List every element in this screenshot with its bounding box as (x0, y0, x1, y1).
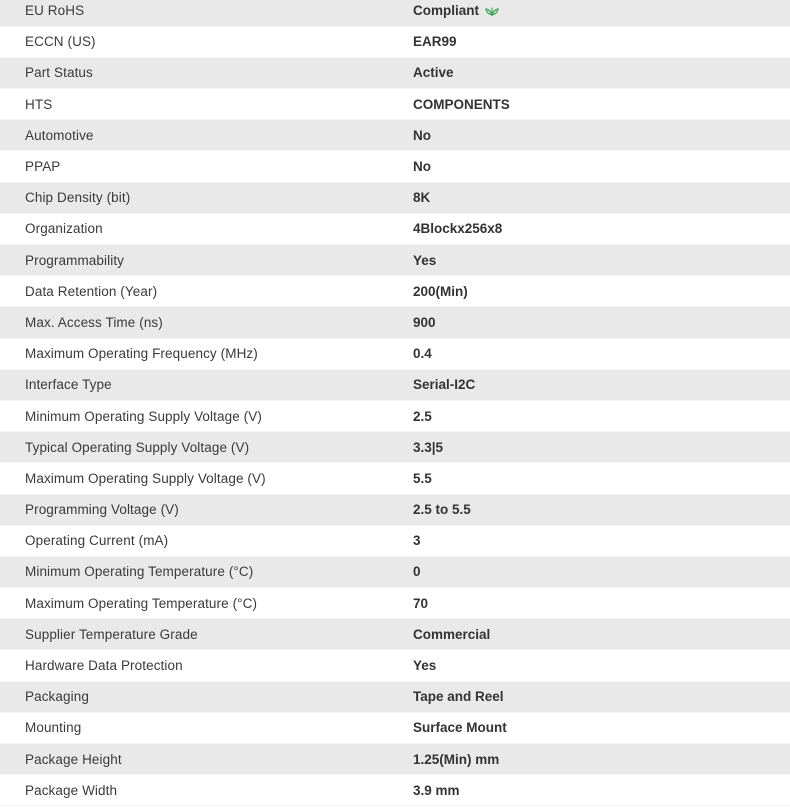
spec-value-cell (387, 775, 790, 806)
spec-value-cell (387, 151, 790, 182)
spec-value-cell (387, 276, 790, 307)
spec-row (0, 213, 790, 244)
spec-row (0, 182, 790, 213)
spec-row (0, 151, 790, 182)
spec-value-cell (387, 213, 790, 244)
spec-row (0, 120, 790, 151)
spec-value-cell (387, 494, 790, 525)
spec-label: Maximum Operating Supply Voltage (V) (0, 463, 387, 494)
spec-value-cell (387, 307, 790, 338)
spec-value: No (413, 127, 431, 143)
spec-label: Part Status (0, 57, 387, 88)
spec-label: Hardware Data Protection (0, 650, 387, 681)
spec-value: Surface Mount (413, 720, 507, 736)
spec-label: Packaging (0, 681, 387, 712)
spec-label: Interface Type (0, 369, 387, 400)
spec-value-cell (387, 712, 790, 743)
spec-row (0, 57, 790, 88)
spec-row (0, 432, 790, 463)
spec-value-cell (387, 588, 790, 619)
spec-value-cell (387, 556, 790, 587)
spec-label: Automotive (0, 120, 387, 151)
spec-value: 2.5 (413, 408, 432, 424)
spec-row (0, 712, 790, 743)
spec-value: 1.25(Min) mm (413, 751, 500, 767)
spec-value-cell (387, 0, 790, 26)
spec-value-cell (387, 681, 790, 712)
spec-value: 3 (413, 533, 421, 549)
spec-row (0, 744, 790, 775)
spec-value-cell (387, 400, 790, 431)
spec-row (0, 307, 790, 338)
spec-label: Organization (0, 213, 387, 244)
spec-value: Active (413, 65, 454, 81)
spec-value: 0 (413, 564, 421, 580)
spec-row (0, 588, 790, 619)
spec-row (0, 619, 790, 650)
spec-row (0, 494, 790, 525)
spec-label: Operating Current (mA) (0, 525, 387, 556)
spec-value: Yes (413, 658, 437, 674)
spec-row (0, 276, 790, 307)
spec-value-cell (387, 619, 790, 650)
spec-label: Programming Voltage (V) (0, 494, 387, 525)
spec-value: No (413, 159, 431, 175)
spec-row (0, 338, 790, 369)
spec-value-cell (387, 525, 790, 556)
spec-value-cell (387, 182, 790, 213)
spec-value-cell (387, 26, 790, 57)
spec-value-cell (387, 369, 790, 400)
spec-label: Minimum Operating Temperature (°C) (0, 556, 387, 587)
spec-value-cell (387, 338, 790, 369)
spec-value: 4Blockx256x8 (413, 221, 503, 237)
spec-row (0, 650, 790, 681)
spec-value: 8K (413, 190, 431, 206)
spec-label: Programmability (0, 245, 387, 276)
spec-value-cell (387, 432, 790, 463)
spec-value-cell (387, 463, 790, 494)
spec-value: 2.5 to 5.5 (413, 502, 471, 518)
spec-value: EAR99 (413, 34, 457, 50)
spec-label: ECCN (US) (0, 26, 387, 57)
spec-label: Minimum Operating Supply Voltage (V) (0, 400, 387, 431)
spec-value: 900 (413, 314, 436, 330)
spec-value-cell (387, 744, 790, 775)
spec-value: Serial-I2C (413, 377, 476, 393)
spec-value-cell (387, 245, 790, 276)
spec-value: 5.5 (413, 470, 432, 486)
spec-value: 70 (413, 595, 429, 611)
spec-label: Maximum Operating Frequency (MHz) (0, 338, 387, 369)
spec-value: Yes (413, 252, 437, 268)
spec-row (0, 0, 790, 26)
spec-row (0, 245, 790, 276)
spec-row (0, 556, 790, 587)
spec-value-cell (387, 120, 790, 151)
spec-row (0, 369, 790, 400)
spec-row (0, 775, 790, 806)
spec-value-cell (387, 89, 790, 120)
spec-label: EU RoHS (0, 0, 387, 26)
spec-row (0, 26, 790, 57)
spec-label: Typical Operating Supply Voltage (V) (0, 432, 387, 463)
spec-label: HTS (0, 89, 387, 120)
spec-value: 3.9 mm (413, 782, 460, 798)
spec-value: 3.3|5 (413, 439, 444, 455)
spec-label: Supplier Temperature Grade (0, 619, 387, 650)
spec-label: Package Height (0, 744, 387, 775)
spec-row (0, 89, 790, 120)
spec-label: Chip Density (bit) (0, 182, 387, 213)
spec-value-cell (387, 650, 790, 681)
spec-value-cell (387, 57, 790, 88)
spec-value: COMPONENTS (413, 96, 510, 112)
spec-value: Compliant (413, 2, 479, 18)
spec-label: Max. Access Time (ns) (0, 307, 387, 338)
spec-value: Commercial (413, 626, 491, 642)
spec-label: PPAP (0, 151, 387, 182)
spec-label: Mounting (0, 712, 387, 743)
spec-label: Maximum Operating Temperature (°C) (0, 588, 387, 619)
leaf-icon (485, 5, 499, 17)
spec-row (0, 463, 790, 494)
spec-row (0, 525, 790, 556)
spec-label: Data Retention (Year) (0, 276, 387, 307)
spec-value: Tape and Reel (413, 689, 504, 705)
spec-label: Package Width (0, 775, 387, 806)
spec-value: 200(Min) (413, 283, 468, 299)
spec-row (0, 400, 790, 431)
spec-value: 0.4 (413, 346, 432, 362)
spec-row (0, 681, 790, 712)
